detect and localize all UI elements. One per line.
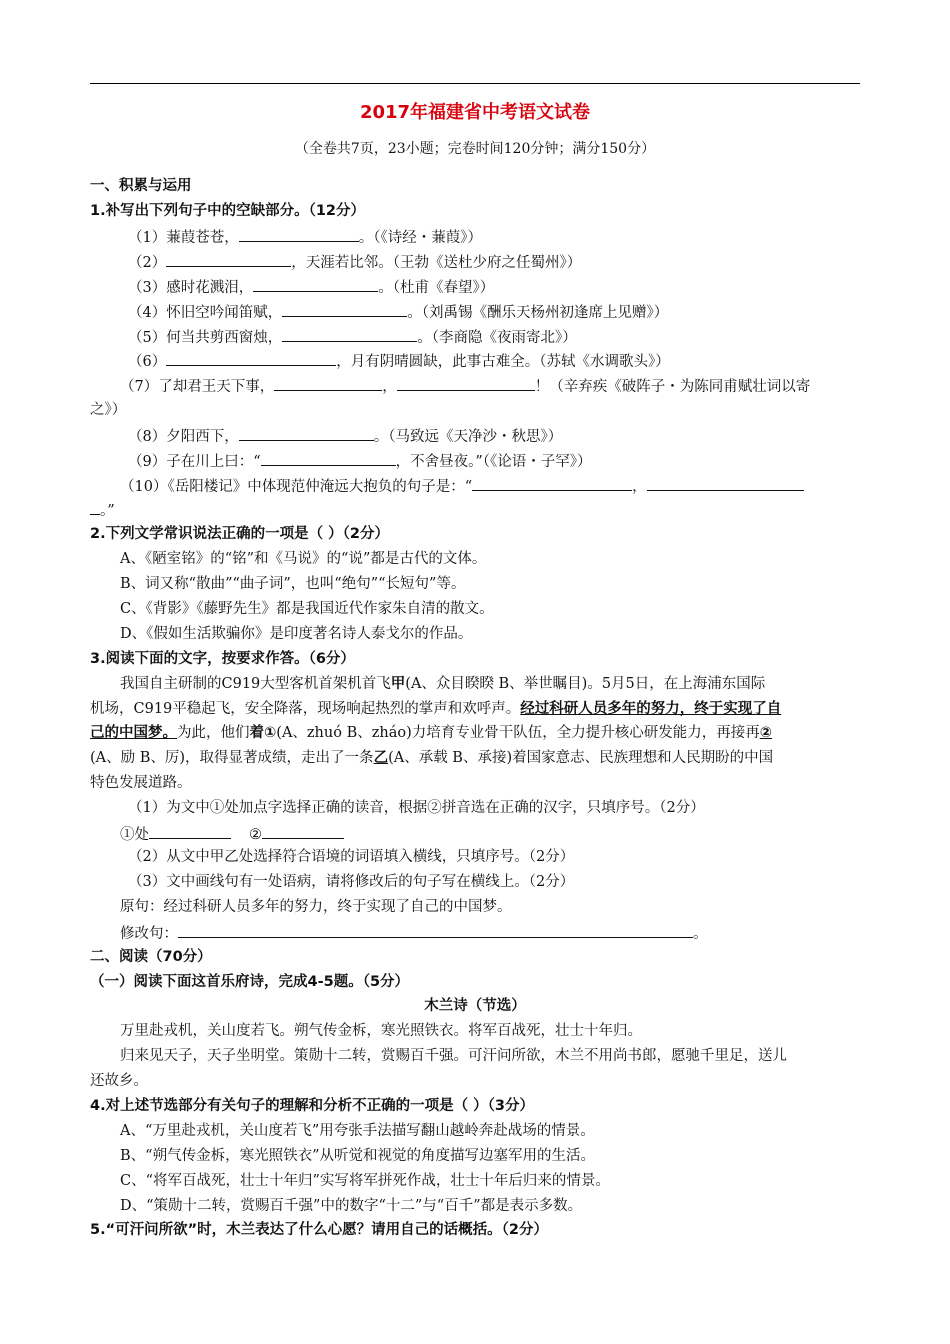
q3-sub3: （3）文中画线句有一处语病，请将修改后的句子写在横线上。（2分） bbox=[128, 874, 575, 890]
exam-subtitle: （全卷共7页，23小题；完卷时间120分钟；满分150分） bbox=[294, 141, 656, 157]
answer-blank[interactable] bbox=[239, 226, 359, 242]
reading1-heading: （一）阅读下面这首乐府诗，完成4-5题。（5分） bbox=[90, 974, 410, 990]
marker-jia: 甲 bbox=[390, 676, 406, 692]
q1-item-8: （8）夕阳西下， 。（马致远《天净沙・秋思》） bbox=[128, 425, 562, 447]
q4-option-c[interactable]: C、“将军百战死，壮士十年归”实写将军拼死作战，壮士十年后归来的情景。 bbox=[120, 1173, 610, 1189]
q3-passage-line1: 我国自主研制的C919大型客机首架机首飞甲(A、众目睽睽 B、举世瞩目)。5月5日，在上海浦东国际 bbox=[120, 676, 766, 692]
answer-blank[interactable] bbox=[149, 823, 231, 839]
q3-passage-line5: 特色发展道路。 bbox=[90, 775, 192, 791]
q2-option-a[interactable]: A、《陋室铭》的“铭”和《马说》的“说”都是古代的文体。 bbox=[120, 551, 487, 567]
marker-yi: 乙 bbox=[373, 750, 389, 766]
q3-sub1: （1）为文中①处加点字选择正确的读音，根据②拼音选在正确的汉字，只填序号。（2分） bbox=[128, 800, 705, 816]
q1-item-6: （6） ，月有阴晴圆缺，此事古难全。（苏轼《水调歌头》） bbox=[128, 350, 670, 372]
q2-option-c[interactable]: C、《背影》《藤野先生》都是我国近代作家朱自清的散文。 bbox=[120, 601, 494, 617]
answer-blank[interactable] bbox=[90, 499, 100, 515]
marker-1: 着① bbox=[249, 725, 277, 741]
answer-blank[interactable] bbox=[178, 922, 693, 938]
q4-option-a[interactable]: A、“万里赴戎机，关山度若飞”用夸张手法描写翻山越岭奔赴战场的情景。 bbox=[120, 1123, 595, 1139]
q1-item-4: （4）怀旧空吟闻笛赋， 。（刘禹锡《酬乐天杨州初逢席上见赠》） bbox=[128, 301, 668, 323]
answer-blank[interactable] bbox=[397, 375, 535, 391]
q1-item-10-cont: 。” bbox=[90, 499, 115, 521]
q1-title: 1.补写出下列句子中的空缺部分。（12分） bbox=[90, 203, 366, 219]
q3-revised-sentence: 修改句： 。 bbox=[120, 922, 708, 944]
answer-blank[interactable] bbox=[282, 301, 407, 317]
poem-line2: 归来见天子，天子坐明堂。策勋十二转，赏赐百千强。可汗问所欲，木兰不用尚书郎，愿驰千里足，送儿 bbox=[120, 1048, 787, 1064]
q3-passage-line3: 己的中国梦。为此，他们着①(A、zhuó B、zháo)力培育专业骨干队伍，全力提升核心研发能力，再接再② bbox=[90, 725, 773, 741]
answer-blank[interactable] bbox=[261, 450, 396, 466]
exam-title: 2017年福建省中考语文试卷 bbox=[359, 102, 591, 123]
q3-original-sentence: 原句：经过科研人员多年的努力，终于实现了自己的中国梦。 bbox=[120, 899, 512, 915]
answer-blank[interactable] bbox=[274, 375, 382, 391]
q4-option-d[interactable]: D、“策勋十二转，赏赐百千强”中的数字“十二”与“百千”都是表示多数。 bbox=[120, 1198, 583, 1214]
q3-sub2: （2）从文中甲乙处选择符合语境的词语填入横线，只填序号。（2分） bbox=[128, 849, 575, 865]
answer-blank[interactable] bbox=[166, 251, 291, 267]
answer-blank[interactable] bbox=[262, 823, 344, 839]
poem-line3: 还故乡。 bbox=[90, 1073, 148, 1089]
answer-blank[interactable] bbox=[472, 475, 632, 491]
q4-option-b[interactable]: B、“朔气传金柝，寒光照铁衣”从听觉和视觉的角度描写边塞军用的生活。 bbox=[120, 1148, 595, 1164]
poem-line1: 万里赴戎机，关山度若飞。朔气传金柝，寒光照铁衣。将军百战死，壮士十年归。 bbox=[120, 1023, 642, 1039]
answer-blank[interactable] bbox=[647, 475, 804, 491]
answer-blank[interactable] bbox=[239, 425, 374, 441]
answer-blank[interactable] bbox=[253, 276, 378, 292]
answer-blank[interactable] bbox=[282, 326, 417, 342]
section1-heading: 一、积累与运用 bbox=[90, 178, 192, 194]
underlined-sentence: 经过科研人员多年的努力，终于实现了自 bbox=[520, 701, 782, 717]
q1-item-10: （10）《岳阳楼记》中体现范仲淹远大抱负的句子是：“ ， bbox=[120, 475, 804, 497]
q3-title: 3.阅读下面的文字，按要求作答。（6分） bbox=[90, 651, 355, 667]
q1-item-3: （3）感时花溅泪， 。（杜甫《春望》） bbox=[128, 276, 494, 298]
q3-sub1-answers: ①处 ② bbox=[120, 823, 344, 845]
q1-item-1: （1）蒹葭苍苍， 。（《诗经・蒹葭》） bbox=[128, 226, 482, 248]
q1-item-2: （2） ，天涯若比邻。（王勃《送杜少府之任蜀州》） bbox=[128, 251, 581, 273]
q2-title: 2.下列文学常识说法正确的一项是（ ）（2分） bbox=[90, 526, 389, 542]
underlined-sentence-end: 己的中国梦。 bbox=[90, 725, 177, 741]
q1-item-7: （7）了却君王天下事， ， ！（辛弃疾《破阵子・为陈同甫赋壮词以寄 bbox=[120, 375, 810, 397]
section2-heading: 二、阅读（70分） bbox=[90, 949, 212, 965]
poem-title: 木兰诗（节选） bbox=[424, 998, 526, 1014]
q3-passage-line2: 机场，C919平稳起飞，安全降落，现场响起热烈的掌声和欢呼声。经过科研人员多年的努力，终于实现了自 bbox=[90, 701, 782, 717]
q1-item-5: （5）何当共剪西窗烛， 。（李商隐《夜雨寄北》） bbox=[128, 326, 577, 348]
marker-2: ② bbox=[759, 725, 773, 741]
q2-option-d[interactable]: D、《假如生活欺骗你》是印度著名诗人泰戈尔的作品。 bbox=[120, 626, 473, 642]
answer-blank[interactable] bbox=[166, 350, 336, 366]
q2-option-b[interactable]: B、词又称“散曲”“曲子词”，也叫“绝句”“长短句”等。 bbox=[120, 576, 466, 592]
q5-title: 5.“可汗问所欲”时，木兰表达了什么心愿？请用自己的话概括。（2分） bbox=[90, 1222, 548, 1238]
q3-passage-line4: (A、励 B、厉)，取得显著成绩，走出了一条乙(A、承载 B、承接)着国家意志、民族理想和人民期盼的中国 bbox=[90, 750, 774, 766]
q1-item-9: （9）子在川上曰：“ ，不舍昼夜。”（《论语・子罕》） bbox=[128, 450, 592, 472]
q1-item-7-cont: 之》） bbox=[90, 402, 127, 418]
header-rule bbox=[90, 83, 860, 84]
q4-title: 4.对上述节选部分有关句子的理解和分析不正确的一项是（ ）（3分） bbox=[90, 1098, 534, 1114]
